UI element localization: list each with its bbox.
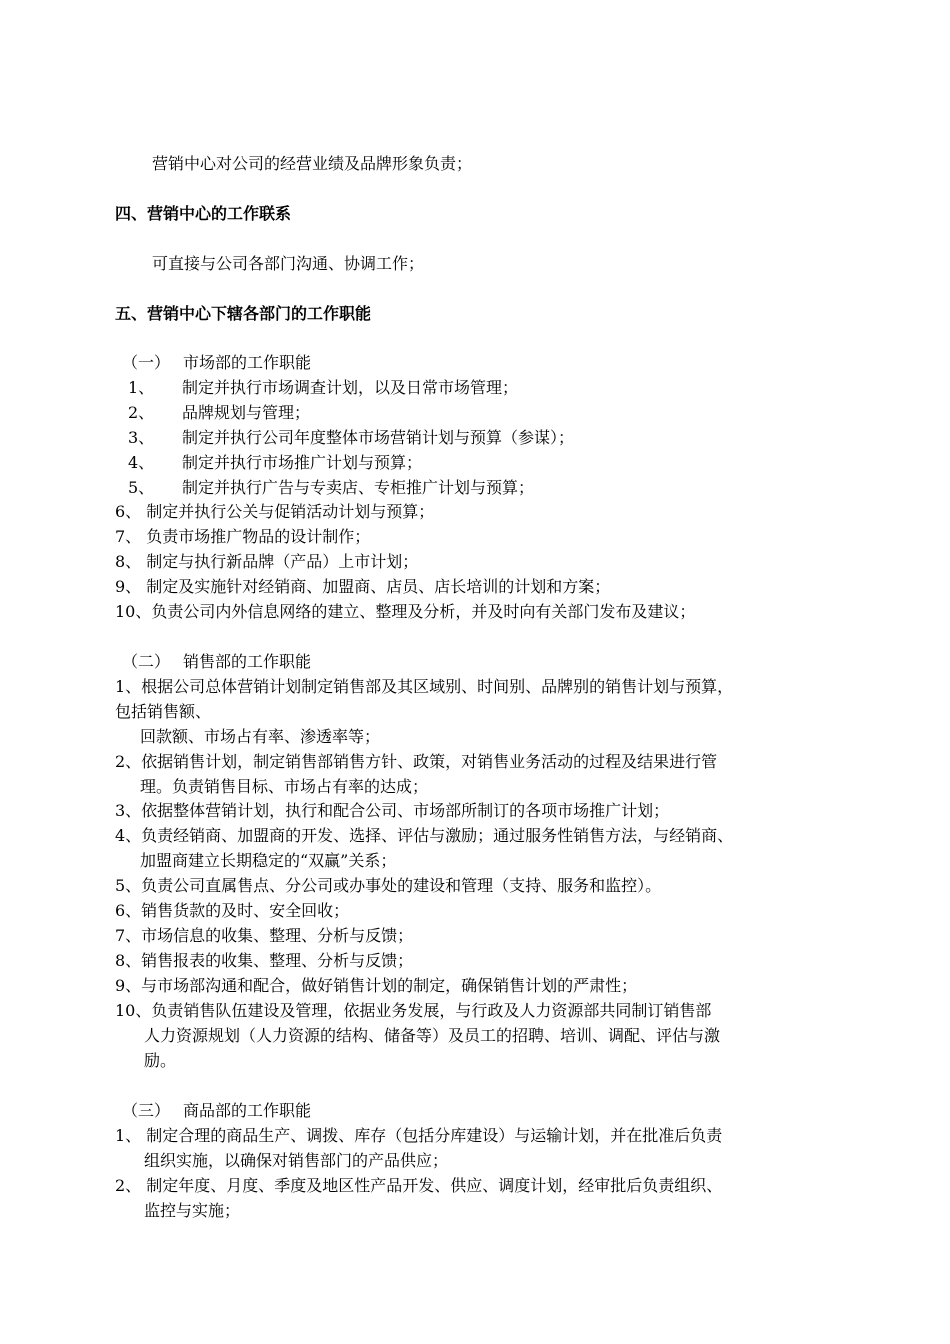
market-item-5-text: 制定并执行广告与专卖店、专柜推广计划与预算； <box>182 478 535 497</box>
market-title: 市场部的工作职能 <box>183 353 312 372</box>
section-4-heading: 四、营销中心的工作联系 <box>115 204 292 223</box>
sales-line-3: 回款额、市场占有率、渗透率等； <box>140 727 381 746</box>
sales-line-12: 8、销售报表的收集、整理、分析与反馈； <box>115 951 414 970</box>
sales-line-4: 2、依据销售计划，制定销售部销售方针、政策，对销售业务活动的过程及结果进行管 <box>115 752 718 771</box>
goods-title-number: （三） <box>122 1101 171 1120</box>
goods-line-3: 2、 制定年度、月度、季度及地区性产品开发、供应、调度计划，经审批后负责组织、 <box>115 1176 723 1195</box>
market-item-8: 8、 制定与执行新品牌（产品）上市计划； <box>115 552 419 571</box>
sales-line-14: 10、负责销售队伍建设及管理，依据业务发展，与行政及人力资源部共同制订销售部 <box>115 1001 712 1020</box>
section-4-text: 可直接与公司各部门沟通、协调工作； <box>152 254 425 273</box>
sales-line-16: 励。 <box>144 1051 177 1070</box>
market-item-1-text: 制定并执行市场调查计划，以及日常市场管理； <box>182 378 519 397</box>
market-item-10: 10、负责公司内外信息网络的建立、整理及分析，并及时向有关部门发布及建议； <box>115 602 696 621</box>
goods-line-2: 组织实施，以确保对销售部门的产品供应； <box>144 1151 449 1170</box>
sales-line-10: 6、销售货款的及时、安全回收； <box>115 901 350 920</box>
sales-line-6: 3、依据整体营销计划，执行和配合公司、市场部所制订的各项市场推广计划； <box>115 801 670 820</box>
market-title-number: （一） <box>122 353 171 372</box>
section-5-heading: 五、营销中心下辖各部门的工作职能 <box>115 304 372 323</box>
market-item-3-number: 3、 <box>128 428 155 447</box>
market-item-2-number: 2、 <box>128 403 155 422</box>
goods-line-4: 监控与实施； <box>144 1201 241 1220</box>
sales-title-number: （二） <box>122 652 171 671</box>
market-item-6: 6、 制定并执行公关与促销活动计划与预算； <box>115 502 435 521</box>
sales-line-9: 5、负责公司直属售点、分公司或办事处的建设和管理（支持、服务和监控）。 <box>115 876 662 895</box>
sales-line-2: 包括销售额、 <box>115 702 212 721</box>
intro-line: 营销中心对公司的经营业绩及品牌形象负责； <box>152 154 473 173</box>
market-item-4-text: 制定并执行市场推广计划与预算； <box>182 453 423 472</box>
market-item-7: 7、 负责市场推广物品的设计制作； <box>115 527 371 546</box>
market-item-4-number: 4、 <box>128 453 155 472</box>
market-item-3-text: 制定并执行公司年度整体市场营销计划与预算（参谋）； <box>182 428 575 447</box>
sales-line-15: 人力资源规划（人力资源的结构、储备等）及员工的招聘、培训、调配、评估与激 <box>144 1026 721 1045</box>
sales-line-7: 4、负责经销商、加盟商的开发、选择、评估与激励；通过服务性销售方法，与经销商、 <box>115 826 734 845</box>
goods-title: 商品部的工作职能 <box>183 1101 312 1120</box>
sales-line-1: 1、根据公司总体营销计划制定销售部及其区域别、时间别、品牌别的销售计划与预算， <box>115 677 734 696</box>
sales-line-11: 7、市场信息的收集、整理、分析与反馈； <box>115 926 414 945</box>
market-item-9: 9、 制定及实施针对经销商、加盟商、店员、店长培训的计划和方案； <box>115 577 611 596</box>
market-item-1-number: 1、 <box>128 378 155 397</box>
market-item-2-text: 品牌规划与管理； <box>182 403 311 422</box>
sales-line-8: 加盟商建立长期稳定的“双赢”关系； <box>140 851 397 870</box>
sales-title: 销售部的工作职能 <box>183 652 312 671</box>
sales-line-13: 9、与市场部沟通和配合，做好销售计划的制定，确保销售计划的严肃性； <box>115 976 638 995</box>
goods-line-1: 1、 制定合理的商品生产、调拨、库存（包括分库建设）与运输计划，并在批准后负责 <box>115 1126 723 1145</box>
market-item-5-number: 5、 <box>128 478 155 497</box>
sales-line-5: 理。负责销售目标、市场占有率的达成； <box>140 777 429 796</box>
